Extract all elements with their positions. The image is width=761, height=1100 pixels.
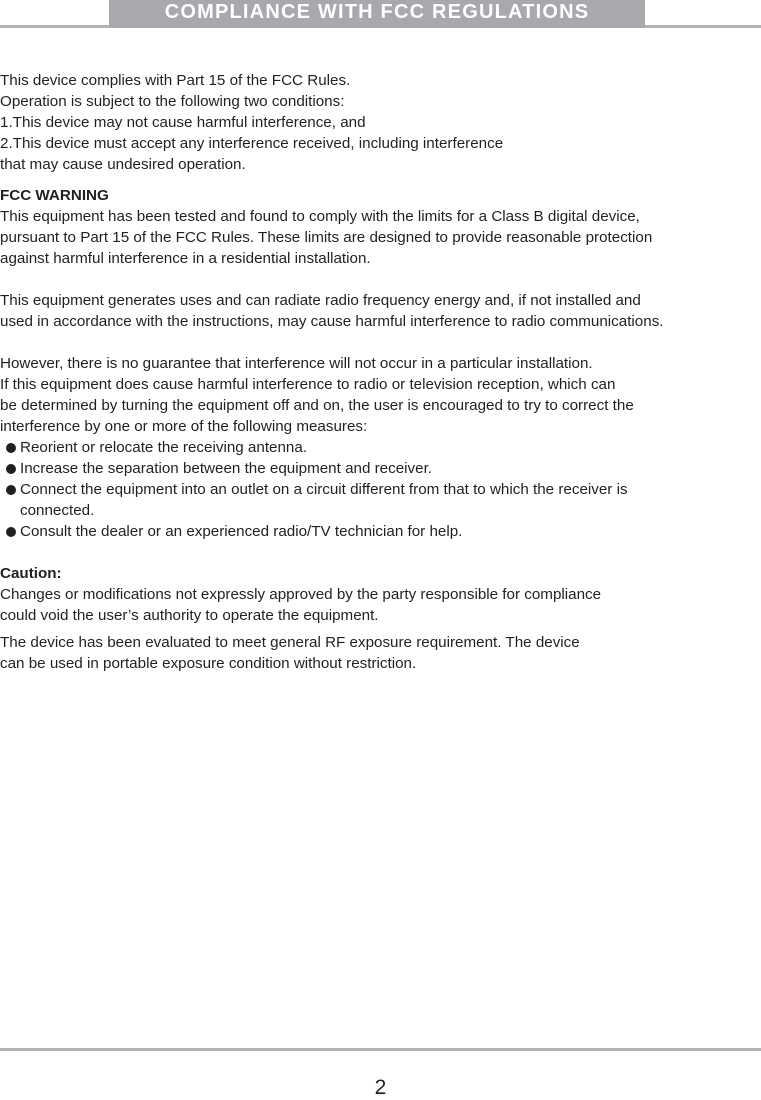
warning-line: However, there is no guarantee that interference will not occur in a particular installation. <box>0 355 593 372</box>
list-item <box>0 521 761 542</box>
intro-line: 1.This device may not cause harmful interference, and <box>0 114 366 131</box>
caution-line: could void the user’s authority to operate the equipment. <box>0 607 379 624</box>
warning-paragraph <box>0 206 761 269</box>
warning-line: used in accordance with the instructions, may cause harmful interference to radio communications. <box>0 313 664 330</box>
list-item <box>0 458 761 479</box>
measure-text: Connect the equipment into an outlet on a circuit different from that to which the receiver is <box>20 481 628 498</box>
warning-line: This equipment has been tested and found to comply with the limits for a Class B digital device, <box>0 208 640 225</box>
intro-line: that may cause undesired operation. <box>0 156 246 173</box>
page-title: COMPLIANCE WITH FCC REGULATIONS <box>109 0 645 28</box>
intro-line: 2.This device must accept any interference received, including interference <box>0 135 504 152</box>
measure-text: Reorient or relocate the receiving antenna. <box>20 439 308 456</box>
bullet-icon <box>6 485 16 495</box>
footer-rule <box>0 1048 761 1051</box>
warning-line: interference by one or more of the following measures: <box>0 418 368 435</box>
intro-line: This device complies with Part 15 of the FCC Rules. <box>0 72 351 89</box>
measures-list <box>0 437 761 542</box>
intro-line: Operation is subject to the following two conditions: <box>0 93 345 110</box>
warning-paragraph <box>0 353 761 437</box>
warning-line: If this equipment does cause harmful interference to radio or television reception, which can <box>0 376 616 393</box>
bullet-icon <box>6 527 16 537</box>
fcc-warning-section <box>0 185 761 542</box>
page-number: 2 <box>374 1076 387 1099</box>
measure-text-continued: connected. <box>20 502 95 519</box>
caution-section <box>0 563 761 674</box>
intro-section <box>0 70 761 175</box>
document-body <box>0 70 761 674</box>
rf-line: can be used in portable exposure condition without restriction. <box>0 655 417 672</box>
warning-line: This equipment generates uses and can radiate radio frequency energy and, if not installed and <box>0 292 641 309</box>
caution-line: Changes or modifications not expressly approved by the party responsible for compliance <box>0 586 602 603</box>
warning-line: be determined by turning the equipment off and on, the user is encouraged to try to correct the <box>0 397 634 414</box>
fcc-warning-heading: FCC WARNING <box>0 187 109 204</box>
measure-text: Consult the dealer or an experienced radio/TV technician for help. <box>20 523 463 540</box>
warning-line: against harmful interference in a residential installation. <box>0 250 371 267</box>
rf-exposure-paragraph <box>0 632 761 674</box>
list-item <box>0 437 761 458</box>
bullet-icon <box>6 464 16 474</box>
warning-line: pursuant to Part 15 of the FCC Rules. These limits are designed to provide reasonable protection <box>0 229 653 246</box>
measure-text: Increase the separation between the equipment and receiver. <box>20 460 433 477</box>
list-item <box>0 479 761 500</box>
warning-paragraph <box>0 290 761 332</box>
caution-heading: Caution: <box>0 565 62 582</box>
rf-line: The device has been evaluated to meet general RF exposure requirement. The device <box>0 634 580 651</box>
bullet-icon <box>6 443 16 453</box>
